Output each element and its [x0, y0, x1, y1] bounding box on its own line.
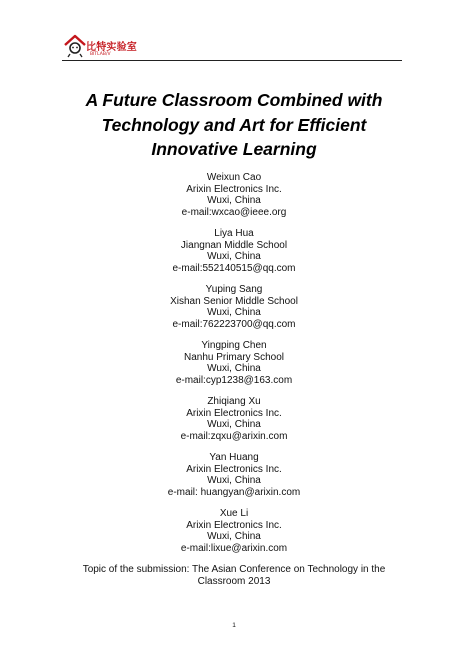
- topic-line: Topic of the submission: The Asian Conference on Technology in the: [82, 564, 386, 575]
- author-block: [40, 340, 428, 386]
- author-location: Wuxi, China: [207, 475, 261, 486]
- author-email: e-mail:wxcao@ieee.org: [181, 206, 287, 218]
- author-block: [40, 228, 428, 274]
- author-block: [40, 508, 428, 554]
- logo: [62, 30, 182, 60]
- author-name: Zhiqiang Xu: [207, 396, 261, 407]
- author-affiliation: Arixin Electronics Inc.: [186, 463, 282, 475]
- author-name: Yuping Sang: [205, 284, 263, 295]
- author-affiliation: Jiangnan Middle School: [180, 239, 288, 251]
- page-number: 1: [232, 622, 236, 629]
- author-email: e-mail:cyp1238@163.com: [175, 374, 293, 386]
- author-block: [40, 284, 428, 330]
- topic-line: Classroom 2013: [197, 575, 271, 587]
- author-name: Yan Huang: [209, 452, 259, 463]
- author-email: e-mail:lixue@arixin.com: [180, 542, 288, 554]
- logo-text: 比特实验室: [86, 42, 137, 53]
- author-name: Xue Li: [219, 508, 249, 519]
- author-email: e-mail: huangyan@arixin.com: [167, 486, 301, 498]
- author-name: Yingping Chen: [201, 340, 267, 351]
- author-location: Wuxi, China: [207, 307, 261, 318]
- author-list: [40, 172, 428, 564]
- author-affiliation: Arixin Electronics Inc.: [186, 519, 282, 531]
- author-email: e-mail:762223700@qq.com: [172, 318, 296, 330]
- author-email: e-mail:zqxu@arixin.com: [180, 430, 288, 442]
- author-affiliation: Arixin Electronics Inc.: [186, 407, 282, 419]
- author-name: Weixun Cao: [206, 172, 262, 183]
- author-block: [40, 396, 428, 442]
- page-header: [62, 30, 402, 62]
- title-line: Technology and Art for Efficient: [101, 114, 367, 135]
- author-location: Wuxi, China: [207, 195, 261, 206]
- logo-subtext: BITLAB/V: [90, 52, 111, 57]
- author-location: Wuxi, China: [207, 251, 261, 262]
- author-affiliation: Nanhu Primary School: [183, 351, 285, 363]
- author-location: Wuxi, China: [207, 419, 261, 430]
- submission-topic: [60, 564, 408, 587]
- author-block: [40, 452, 428, 498]
- author-block: [40, 172, 428, 218]
- author-location: Wuxi, China: [207, 531, 261, 542]
- lab-logo-icon: [62, 32, 88, 58]
- title-line: Innovative Learning: [151, 139, 317, 159]
- header-rule: [62, 60, 402, 61]
- author-affiliation: Xishan Senior Middle School: [170, 295, 298, 307]
- author-location: Wuxi, China: [207, 363, 261, 374]
- author-affiliation: Arixin Electronics Inc.: [186, 183, 282, 195]
- title-line: A Future Classroom Combined with: [85, 90, 383, 110]
- paper-title: [40, 88, 428, 162]
- author-email: e-mail:552140515@qq.com: [172, 262, 296, 274]
- author-name: Liya Hua: [214, 228, 254, 239]
